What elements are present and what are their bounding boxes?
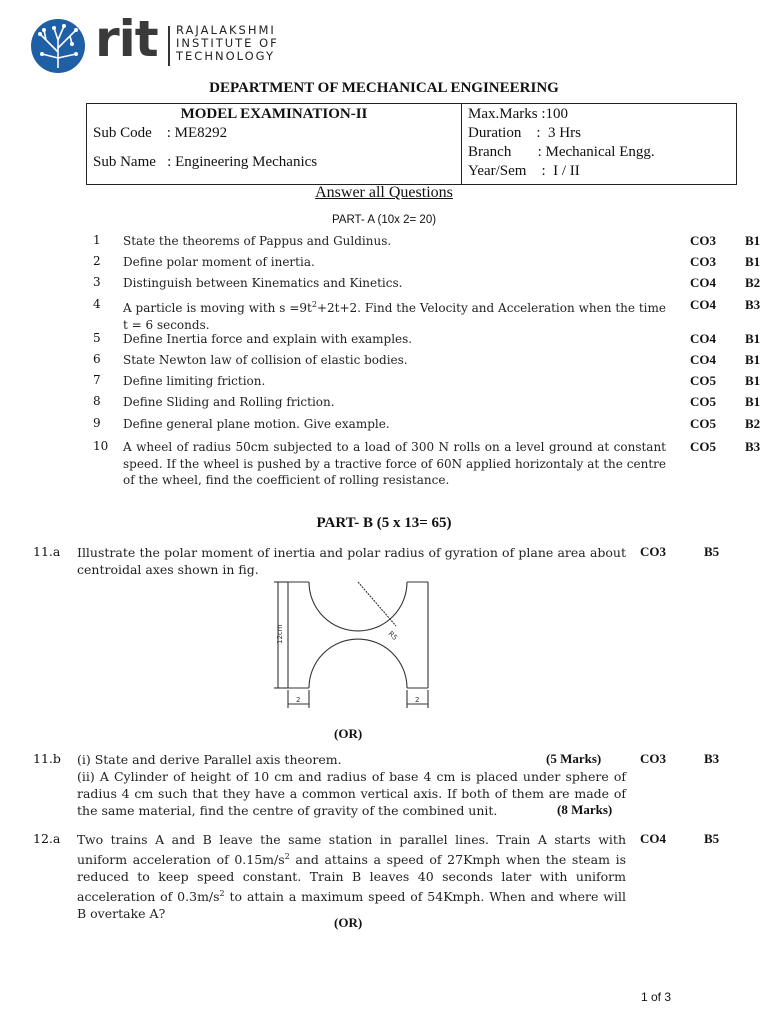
bloom-level: B1 bbox=[745, 233, 761, 248]
height-label: 12cm bbox=[276, 624, 284, 644]
bloom-level: B3 bbox=[745, 439, 761, 454]
course-outcome: CO3 bbox=[640, 751, 666, 766]
question-text: A wheel of radius 50cm subjected to a load of 300 N rolls on a level ground at constant speed. If the wheel is pushed by a tractive force of 60N applied horizontaly at the centre of the wheel, find the coefficient of rolling resistance. bbox=[123, 440, 666, 487]
question-text: Distinguish between Kinematics and Kinetics. bbox=[123, 276, 403, 290]
part-a-title: PART- A (10x 2= 20) bbox=[331, 214, 437, 226]
course-outcome: CO3 bbox=[640, 544, 666, 559]
question-text bbox=[123, 297, 666, 333]
course-outcome: CO4 bbox=[690, 275, 716, 290]
superscript: 2 bbox=[311, 300, 317, 309]
question-text: Define Inertia force and explain with examples. bbox=[123, 332, 413, 346]
question-number: 6 bbox=[93, 352, 101, 366]
marks-label: (5 Marks) bbox=[546, 751, 602, 766]
logo-divider bbox=[168, 26, 170, 66]
bloom-level: B1 bbox=[745, 352, 761, 367]
course-outcome: CO5 bbox=[690, 373, 716, 388]
question-number: 12.a bbox=[33, 831, 61, 846]
logo-institute-name bbox=[176, 24, 279, 63]
institute-logo bbox=[24, 18, 324, 74]
question-number: 3 bbox=[93, 275, 101, 289]
exam-info-table bbox=[86, 103, 737, 185]
question-subpart-2: (ii) A Cylinder of height of 10 cm and radius of base 4 cm is placed under sphere of radius 4 cm such that they have a common vertical axis. If both of them are made of the same material, find the centre of gravity of the combined unit. bbox=[77, 769, 626, 818]
course-outcome: CO4 bbox=[690, 331, 716, 346]
question-text: State the theorems of Pappus and Guldinus. bbox=[123, 234, 392, 248]
question-subpart-1: (i) State and derive Parallel axis theorem. bbox=[77, 752, 342, 767]
exam-title: MODEL EXAMINATION-II bbox=[180, 106, 368, 122]
logo-line-2: INSTITUTE OF bbox=[176, 36, 279, 50]
logo-abbrev: rit bbox=[95, 10, 158, 68]
bloom-level: B1 bbox=[745, 394, 761, 409]
question-number: 2 bbox=[93, 254, 101, 268]
question-text-part: Two trains A and B leave the same station in parallel lines. Train A starts with uniform acceleration of 0.15m/s bbox=[77, 832, 626, 868]
bloom-level: B1 bbox=[745, 331, 761, 346]
course-outcome: CO5 bbox=[690, 394, 716, 409]
question-text: State Newton law of collision of elastic bodies. bbox=[123, 353, 408, 367]
marks-label: (8 Marks) bbox=[551, 802, 612, 818]
course-outcome: CO3 bbox=[690, 233, 716, 248]
question-number: 8 bbox=[93, 394, 101, 408]
course-outcome: CO5 bbox=[690, 439, 716, 454]
right-width-label: 2 bbox=[415, 696, 420, 704]
question-text: Illustrate the polar moment of inertia and polar radius of gyration of plane area about centroidal axes shown in fig. bbox=[77, 545, 626, 577]
left-width-label: 2 bbox=[296, 696, 301, 704]
logo-line-3: TECHNOLOGY bbox=[176, 49, 276, 63]
branch: Branch : Mechanical Engg. bbox=[468, 144, 655, 160]
bloom-level: B1 bbox=[745, 373, 761, 388]
max-marks: Max.Marks :100 bbox=[468, 106, 568, 122]
instructions: Answer all Questions bbox=[315, 184, 453, 201]
tree-globe-icon bbox=[24, 18, 92, 74]
question-text bbox=[77, 831, 626, 922]
bloom-level: B1 bbox=[745, 254, 761, 269]
polar-moment-figure bbox=[268, 578, 438, 712]
or-separator: (OR) bbox=[334, 726, 363, 741]
or-separator: (OR) bbox=[334, 915, 363, 930]
department-title: DEPARTMENT OF MECHANICAL ENGINEERING bbox=[209, 80, 559, 96]
course-outcome: CO5 bbox=[690, 416, 716, 431]
bloom-level: B5 bbox=[704, 544, 720, 559]
bloom-level: B3 bbox=[745, 297, 761, 312]
radius-label: R5 bbox=[386, 629, 399, 643]
question-number: 11.b bbox=[33, 751, 61, 766]
question-text: Define limiting friction. bbox=[123, 374, 266, 388]
bloom-level: B5 bbox=[704, 831, 720, 846]
sub-code: Sub Code : ME8292 bbox=[93, 125, 228, 141]
question-number: 1 bbox=[93, 233, 101, 247]
bloom-level: B2 bbox=[745, 416, 761, 431]
question-number: 10 bbox=[93, 439, 109, 453]
superscript: 2 bbox=[284, 852, 290, 861]
question-text-part: and attains a speed of 27Kmph when the steam is reduced to keep speed constant. Train B leaves 40 seconds later with uniform acceleration of 0.3m/s bbox=[77, 852, 626, 905]
question-text-part: +2t+2. Find the Velocity and Acceleration when the time t = 6 seconds. bbox=[123, 301, 666, 332]
question-text: Define Sliding and Rolling friction. bbox=[123, 395, 335, 409]
question-number: 7 bbox=[93, 373, 101, 387]
sub-name: Sub Name : Engineering Mechanics bbox=[93, 154, 318, 170]
course-outcome: CO4 bbox=[690, 297, 716, 312]
superscript: 2 bbox=[219, 889, 225, 899]
year-sem: Year/Sem : I / II bbox=[468, 163, 580, 179]
question-text-part: A particle is moving with s =9t bbox=[123, 301, 312, 315]
question-number: 4 bbox=[93, 297, 101, 311]
logo-line-1: RAJALAKSHMI bbox=[176, 23, 276, 37]
question-text: Define polar moment of inertia. bbox=[123, 255, 315, 269]
course-outcome: CO4 bbox=[690, 352, 716, 367]
page-number: 1 of 3 bbox=[641, 990, 672, 1004]
question-number: 5 bbox=[93, 331, 101, 345]
question-number: 9 bbox=[93, 416, 101, 430]
question-text-part: to attain a maximum speed of 54Kmph. When and where will B overtake A? bbox=[77, 889, 626, 922]
duration: Duration : 3 Hrs bbox=[468, 125, 581, 141]
bloom-level: B2 bbox=[745, 275, 761, 290]
course-outcome: CO4 bbox=[640, 831, 666, 846]
question-number: 11.a bbox=[33, 544, 61, 559]
question-text: Define general plane motion. Give example. bbox=[123, 417, 390, 431]
bloom-level: B3 bbox=[704, 751, 720, 766]
course-outcome: CO3 bbox=[690, 254, 716, 269]
part-b-title: PART- B (5 x 13= 65) bbox=[316, 515, 452, 531]
